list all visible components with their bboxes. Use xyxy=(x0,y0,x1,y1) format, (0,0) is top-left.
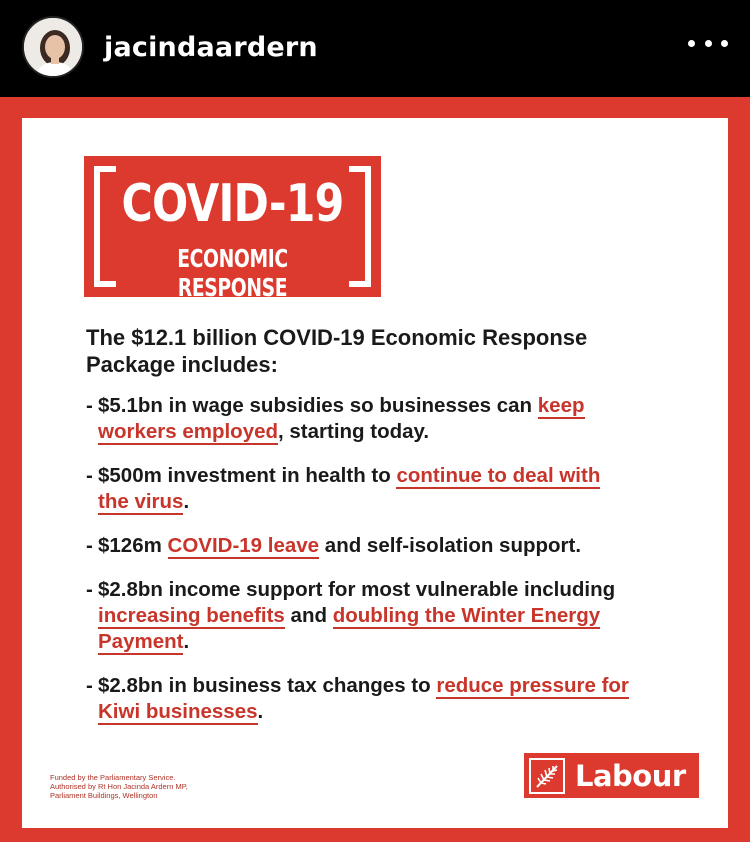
link-continue-to-deal-with-virus[interactable]: the virus xyxy=(98,490,184,513)
item-text: $2.8bn income support for most vulnerable including xyxy=(98,578,616,601)
post-header xyxy=(0,0,750,97)
list-item xyxy=(86,533,686,559)
party-name: Labour xyxy=(575,758,686,793)
list-item xyxy=(86,463,686,515)
dot xyxy=(705,40,712,47)
footnote-line: Parliament Buildings, Wellington xyxy=(50,791,158,800)
bullet-dash: - xyxy=(86,394,93,417)
logo-title: COVID-19 xyxy=(121,174,344,234)
fern-icon xyxy=(529,758,565,794)
post-card xyxy=(22,118,728,828)
item-text: and self-isolation support. xyxy=(319,534,582,557)
item-text: $5.1bn in wage subsidies so businesses can xyxy=(98,394,538,417)
post-image xyxy=(0,97,750,842)
bullet-dash: - xyxy=(86,578,93,601)
footnote-line: Authorised by Rt Hon Jacinda Ardern MP, xyxy=(50,782,188,791)
authorisation-footnote xyxy=(50,773,188,800)
heading-line: Package includes: xyxy=(86,352,278,377)
link-reduce-pressure-kiwi-businesses[interactable]: Kiwi businesses xyxy=(98,700,258,723)
dot xyxy=(721,40,728,47)
more-options-icon[interactable] xyxy=(688,28,728,58)
item-text: . xyxy=(183,630,190,653)
link-keep-workers-employed[interactable]: workers employed xyxy=(98,420,279,443)
item-text: $2.8bn in business tax changes to xyxy=(98,674,437,697)
package-list xyxy=(86,393,686,743)
labour-logo xyxy=(524,753,699,798)
link-covid-19-leave[interactable]: COVID-19 leave xyxy=(167,534,320,557)
list-item xyxy=(86,393,686,445)
package-heading xyxy=(86,324,666,378)
item-text: . xyxy=(183,490,190,513)
link-doubling-winter-energy-payment[interactable]: doubling the Winter Energy xyxy=(332,604,601,627)
bullet-dash: - xyxy=(86,674,93,697)
link-keep-workers-employed[interactable]: keep xyxy=(537,394,585,417)
bullet-dash: - xyxy=(86,534,93,557)
avatar-photo xyxy=(24,18,84,78)
covid-logo xyxy=(84,156,381,302)
link-increasing-benefits[interactable]: increasing benefits xyxy=(98,604,285,627)
heading-line: The $12.1 billion COVID-19 Economic Response xyxy=(86,325,588,350)
item-text: $126m xyxy=(98,534,168,557)
list-item xyxy=(86,577,686,655)
avatar[interactable] xyxy=(22,16,84,78)
item-text: . xyxy=(257,700,264,723)
item-text: $500m investment in health to xyxy=(98,464,397,487)
link-reduce-pressure-kiwi-businesses[interactable]: reduce pressure for xyxy=(436,674,629,697)
bullet-dash: - xyxy=(86,464,93,487)
list-item xyxy=(86,673,686,725)
item-text: and xyxy=(284,604,333,627)
logo-subtitle: ECONOMIC RESPONSE xyxy=(177,244,288,302)
link-continue-to-deal-with-virus[interactable]: continue to deal with xyxy=(396,464,601,487)
link-doubling-winter-energy-payment[interactable]: Payment xyxy=(98,630,184,653)
footnote-line: Funded by the Parliamentary Service. xyxy=(50,773,176,782)
dot xyxy=(688,40,695,47)
username[interactable]: jacindaardern xyxy=(104,32,318,63)
item-text: , starting today. xyxy=(278,420,430,443)
